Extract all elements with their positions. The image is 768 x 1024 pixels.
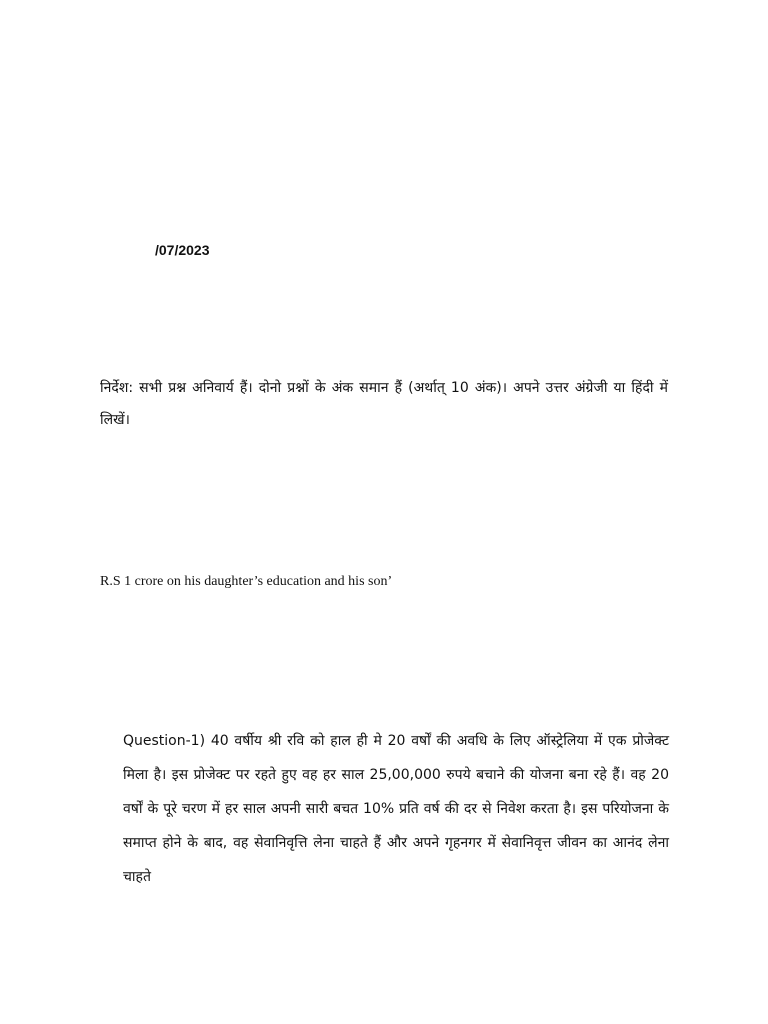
- document-date: /07/2023: [155, 242, 210, 258]
- question-1-paragraph: Question-1) 40 वर्षीय श्री रवि को हाल ही मे 20 वर्षों की अवधि के लिए ऑस्ट्रेलिया में एक प्रोजेक्ट मिला है। इस प्रोजेक्ट पर रहते हुए वह हर साल 25,00,000 रुपये बचाने की योजना बना रहे हैं। वह 20 वर्षों के पूरे चरण में हर साल अपनी सारी बचत 10% प्रति वर्ष की दर से निवेश करता है। इस परियोजना के समाप्त होने के बाद, वह सेवानिवृत्ति लेना चाहते हैं और अपने गृहनगर में सेवानिवृत्त जीवन का आनंद लेना चाहते: [123, 733, 669, 885]
- english-text-fragment: R.S 1 crore on his daughter’s education and his son’: [100, 574, 393, 589]
- instruction-paragraph: निर्देश: सभी प्रश्न अनिवार्य हैं। दोनो प्रश्नों के अंक समान हैं (अर्थात् 10 अंक)। अपने उत्तर अंग्रेजी या हिंदी में लिखें।: [100, 380, 668, 428]
